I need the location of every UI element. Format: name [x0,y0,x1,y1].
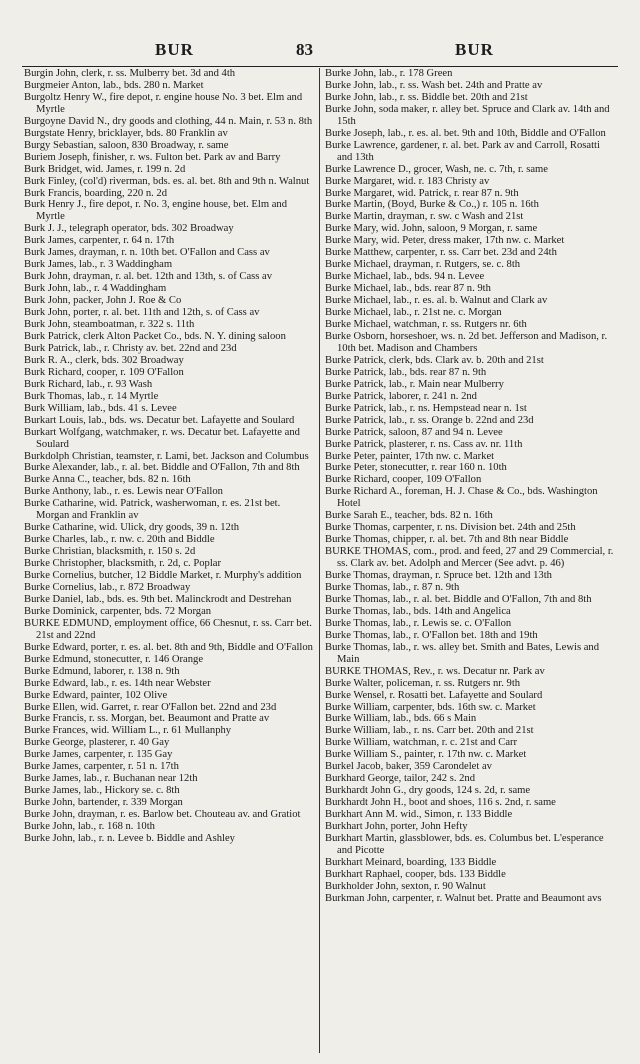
directory-entry: Burk Richard, cooper, r. 109 O'Fallon [24,366,184,378]
directory-entry: Burke Thomas, lab., r. 87 n. 9th [325,581,460,593]
directory-entry: Burke Cornelius, lab., r. 872 Broadway [24,581,191,593]
directory-entry: Burke Richard A., foreman, H. J. Chase & Co., bds. Washington Hotel [325,486,598,510]
directory-entry: Burkart Wolfgang, watchmaker, r. ws. Decatur bet. Lafayette and Soulard [24,426,300,450]
directory-entry: Burke Daniel, lab., bds. es. 9th bet. Malinckrodt and Destrehan [24,593,292,605]
directory-entry: Burkel Jacob, baker, 359 Carondelet av [325,761,492,773]
directory-entry: Burk John, lab., r. 4 Waddingham [24,283,167,295]
directory-entry: Burkhart Martin, glassblower, bds. es. Columbus bet. L'esperance and Picotte [325,833,604,856]
directory-entry: Burk John, drayman, r. al. bet. 12th and 13th, s. of Cass av [24,271,273,283]
directory-entry: Burke Thomas, lab., r. al. bet. Biddle and O'Fallon, 7th and 8th [325,593,592,605]
directory-entry: Burgin John, clerk, r. ss. Mulberry bet. 3d and 4th [24,68,236,79]
directory-entry: Burke Thomas, chipper, r. al. bet. 7th and 8th near Biddle [325,534,569,546]
directory-entry: Burke Patrick, lab., r. Main near Mulberry [325,378,504,390]
directory-entry: Burke John, lab., r. 168 n. 10th [24,821,155,833]
directory-entry: Burke John, bartender, r. 339 Morgan [24,797,183,809]
directory-entry: Burke Charles, lab., r. nw. c. 20th and Biddle [24,534,215,546]
directory-entry: Burke Dominick, carpenter, bds. 72 Morgan [24,605,212,617]
directory-entry: Burk J. J., telegraph operator, bds. 302 Broadway [24,223,234,235]
directory-entry: Burk John, packer, John J. Roe & Co [24,295,182,307]
directory-entry: Burgstate Henry, bricklayer, bds. 80 Franklin av [24,127,228,139]
directory-entry: Burke James, lab., Hickory se. c. 8th [24,785,180,797]
directory-entry: Burke Thomas, lab., r. Lewis se. c. O'Fallon [325,617,512,629]
directory-entry: Burke Ellen, wid. Garret, r. rear O'Fallon bet. 22nd and 23d [24,701,277,713]
directory-entry: Burk Patrick, clerk Alton Packet Co., bds. N. Y. dining saloon [24,330,286,342]
directory-entry: Burke Anna C., teacher, bds. 82 n. 16th [24,474,191,486]
directory-entry: Burke John, lab., r. ss. Wash bet. 24th and Pratte av [325,79,543,91]
directory-entry: Burke Patrick, lab., bds. rear 87 n. 9th [325,366,487,378]
directory-entry: Burke John, drayman, r. es. Barlow bet. Chouteau av. and Gratiot [24,809,301,821]
directory-entry: Burke Lawrence D., grocer, Wash, ne. c. 7th, r. same [325,163,548,175]
directory-entry: Burgoyne David N., dry goods and clothing, 44 n. Main, r. 53 n. 8th [24,115,313,127]
directory-entry: Burk Henry J., fire depot, r. No. 3, engine house, bet. Elm and Myrtle [24,199,288,223]
directory-entry: Burk James, carpenter, r. 64 n. 17th [24,235,175,247]
directory-entry: Burke Margaret, wid. r. 183 Christy av [325,175,490,187]
directory-entry: Burke Patrick, plasterer, r. ns. Cass av. nr. 11th [325,438,523,450]
directory-entry: Burke Thomas, lab., r. ws. alley bet. Smith and Bates, Lewis and Main [325,641,600,665]
directory-entry: Burke Edmund, stonecutter, r. 146 Orange [24,653,204,665]
directory-entry: Burke Edmund, laborer, r. 138 n. 9th [24,665,180,677]
directory-entry: Burke Matthew, carpenter, r. ss. Carr bet. 23d and 24th [325,247,557,259]
directory-entry: Burke William, lab., bds. 66 s Main [325,713,477,725]
directory-entry: Burke Francis, r. ss. Morgan, bet. Beaumont and Pratte av [24,713,270,725]
directory-entry: Burk William, lab., bds. 41 s. Levee [24,402,177,414]
directory-entry: BURKE THOMAS, Rev., r. ws. Decatur nr. Park av [325,665,545,677]
directory-entry: Burkhard George, tailor, 242 s. 2nd [325,773,476,785]
directory-entry: Burke Michael, watchman, r. ss. Rutgers nr. 6th [325,319,527,331]
directory-entry: Burke Patrick, clerk, bds. Clark av. b. 20th and 21st [325,354,544,366]
directory-entry: Burke Catharine, wid. Patrick, washerwoman, r. es. 21st bet. Morgan and Franklin av [24,498,281,522]
directory-entry: Burgy Sebastian, saloon, 830 Broadway, r. same [24,139,229,151]
directory-entry: Burke Christian, blacksmith, r. 150 s. 2d [24,546,196,558]
directory-entry: Burk Richard, lab., r. 93 Wash [24,378,153,390]
directory-entry: Burke William, lab., r. ns. Carr bet. 20th and 21st [325,725,534,737]
directory-entry: Burke Wensel, r. Rosatti bet. Lafayette and Soulard [325,689,543,701]
directory-entry: Burke Patrick, lab., r. ns. Hempstead near n. 1st [325,402,527,414]
directory-entry: Burke Frances, wid. William L., r. 61 Mullanphy [24,725,232,737]
directory-entry: Burke James, carpenter, r. 135 Gay [24,749,173,761]
directory-entry: Burke Patrick, lab., r. ss. Orange b. 22nd and 23d [325,414,534,426]
directory-entry: Burke Edward, lab., r. es. 14th near Webster [24,677,211,689]
directory-entry: BURKE THOMAS, com., prod. and feed, 27 and 29 Commercial, r. ss. Clark av. bet. Adolph and Mercer (See advt. p. 46) [325,546,614,570]
directory-entry: Burke Edward, painter, 102 Olive [24,689,168,701]
page-number: 83 [296,40,313,59]
directory-entry: Burke Anthony, lab., r. es. Lewis near O'Fallon [24,486,223,498]
directory-entry: Burgmeier Anton, lab., bds. 280 n. Market [24,79,204,91]
directory-entry: Burkhardt John G., dry goods, 124 s. 2d, r. same [325,785,531,797]
directory-entry: Burke Margaret, wid. Patrick, r. rear 87 n. 9th [325,187,519,199]
directory-entry: Burkart Louis, lab., bds. ws. Decatur bet. Lafayette and Soulard [24,414,295,426]
directory-entry: Burkman John, carpenter, r. Walnut bet. Pratte and Beaumont avs [325,892,602,904]
directory-entry: Burkhart Raphael, cooper, bds. 133 Biddle [325,868,506,880]
directory-entry: Burgoltz Henry W., fire depot, r. engine house No. 3 bet. Elm and Myrtle [24,91,303,115]
directory-entry: Burke Martin, (Boyd, Burke & Co.,) r. 105 n. 16th [325,199,539,211]
directory-entry: Burke Peter, painter, 17th nw. c. Market [325,450,495,462]
header-rule [22,66,618,67]
directory-entry: Burkhart Ann M. wid., Simon, r. 133 Biddle [325,809,513,821]
directory-entry: Burkholder John, sexton, r. 90 Walnut [325,880,486,892]
directory-entry: Burke Peter, stonecutter, r. rear 160 n. 10th [325,462,507,474]
directory-entry: Burke Walter, policeman, r. ss. Rutgers nr. 9th [325,677,521,689]
directory-entry: Burke William, carpenter, bds. 16th sw. c. Market [325,701,536,713]
directory-entry: Burk Francis, boarding, 220 n. 2d [24,187,168,199]
left-column [24,68,316,845]
directory-entry: Burk Thomas, lab., r. 14 Myrtle [24,390,159,402]
directory-entry: Burke Patrick, saloon, 87 and 94 n. Levee [325,426,503,438]
directory-entry: Burke Edward, porter, r. es. al. bet. 8th and 9th, Biddle and O'Fallon [24,641,313,653]
directory-entry: Burke George, plasterer, r. 40 Gay [24,737,170,749]
directory-entry: Burk James, lab., r. 3 Waddingham [24,259,173,271]
page-header [0,40,640,66]
directory-entry: Burke Patrick, laborer, r. 241 n. 2nd [325,390,477,402]
directory-entry: Burk John, steamboatman, r. 322 s. 11th [24,319,195,331]
directory-entry: Burke John, lab., r. 178 Green [325,68,453,79]
directory-entry: Burke Cornelius, butcher, 12 Biddle Market, r. Murphy's addition [24,570,302,582]
directory-entry: Burke Osborn, horseshoer, ws. n. 2d bet. Jefferson and Madison, r. 10th bet. Madison and Chambers [325,330,608,354]
directory-entry: Burke Michael, lab., r. 21st ne. c. Morgan [325,307,502,319]
directory-entry: Burkdolph Christian, teamster, r. Lami, bet. Jackson and Columbus [24,450,309,462]
directory-entry: Burke James, lab., r. Buchanan near 12th [24,773,198,785]
directory-entry: Burke William, watchman, r. c. 21st and Carr [325,737,518,749]
directory-entry: Burke Mary, wid. John, saloon, 9 Morgan, r. same [325,223,538,235]
right-column [325,68,617,905]
running-head-left: BUR [155,40,194,59]
directory-entry: Burke Christopher, blacksmith, r. 2d, c. Poplar [24,558,222,570]
directory-entry: Burk James, drayman, r. n. 10th bet. O'Fallon and Cass av [24,247,270,259]
directory-entry: Burke Thomas, lab., bds. 14th and Angelica [325,605,511,617]
directory-entry: Burke John, lab., r. ss. Biddle bet. 20th and 21st [325,91,528,103]
directory-entry: Burkhardt John H., boot and shoes, 116 s. 2nd, r. same [325,797,556,809]
directory-entry: Burke Mary, wid. Peter, dress maker, 17th nw. c. Market [325,235,565,247]
directory-entry: Burke Sarah E., teacher, bds. 82 n. 16th [325,510,493,522]
directory-entry: Burk Bridget, wid. James, r. 199 n. 2d [24,163,186,175]
directory-entry: Burke Lawrence, gardener, r. al. bet. Park av and Carroll, Rosatti and 13th [325,139,600,163]
directory-entry: Burke Martin, drayman, r. sw. c Wash and 21st [325,211,524,223]
running-head-right: BUR [455,40,494,59]
directory-entry: BURKE EDMUND, employment office, 66 Chesnut, r. ss. Carr bet. 21st and 22nd [24,617,312,641]
directory-entry: Burke Thomas, drayman, r. Spruce bet. 12th and 13th [325,570,552,582]
directory-entry: Burke John, soda maker, r. alley bet. Spruce and Clark av. 14th and 15th [325,103,610,127]
directory-entry: Burke John, lab., r. n. Levee b. Biddle and Ashley [24,833,235,844]
directory-entry: Burk Finley, (col'd) riverman, bds. es. al. bet. 8th and 9th n. Walnut [24,175,310,187]
directory-entry: Burke Michael, lab., bds. 94 n. Levee [325,271,485,283]
directory-entry: Burke Thomas, carpenter, r. ns. Division bet. 24th and 25th [325,522,576,534]
directory-entry: Burke James, carpenter, r. 51 n. 17th [24,761,179,773]
directory-entry: Burke Michael, lab., r. es. al. b. Walnut and Clark av [325,295,548,307]
column-divider [319,68,320,1053]
directory-entry: Burkhart John, porter, John Hefty [325,821,468,833]
directory-entry: Burk Patrick, lab., r. Christy av. bet. 22nd and 23d [24,342,237,354]
directory-entry: Burke William S., painter, r. 17th nw. c. Market [325,749,527,761]
directory-entry: Burke Thomas, lab., r. O'Fallon bet. 18th and 19th [325,629,538,641]
directory-entry: Burke Michael, drayman, r. Rutgers, se. c. 8th [325,259,521,271]
directory-entry: Burke Joseph, lab., r. es. al. bet. 9th and 10th, Biddle and O'Fallon [325,127,606,139]
directory-entry: Burk R. A., clerk, bds. 302 Broadway [24,354,184,366]
directory-entry: Burke Michael, lab., bds. rear 87 n. 9th [325,283,491,295]
directory-entry: Burke Alexander, lab., r. al. bet. Biddle and O'Fallon, 7th and 8th [24,462,300,474]
directory-entry: Burkhart Meinard, boarding, 133 Biddle [325,856,497,868]
directory-entry: Burke Richard, cooper, 109 O'Fallon [325,474,482,486]
directory-entry: Burk John, porter, r. al. bet. 11th and 12th, s. of Cass av [24,307,260,319]
directory-entry: Burke Catharine, wid. Ulick, dry goods, 39 n. 12th [24,522,240,534]
directory-entry: Buriem Joseph, finisher, r. ws. Fulton bet. Park av and Barry [24,151,281,163]
